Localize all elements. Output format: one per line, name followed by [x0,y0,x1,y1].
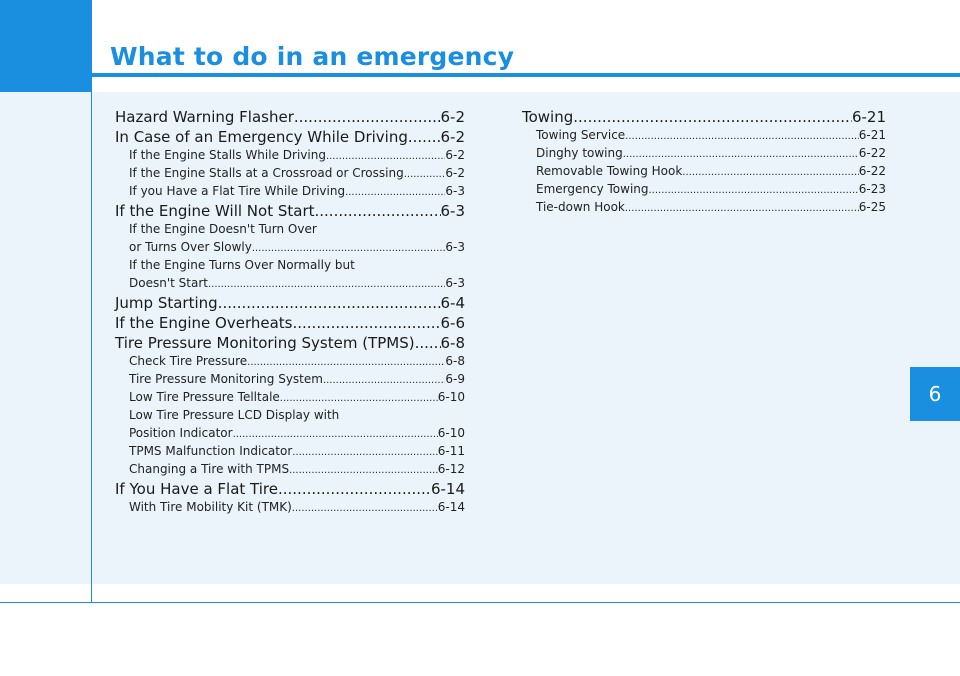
chapter-number: 6 [928,382,942,406]
toc-entry[interactable] [522,108,886,128]
toc-entry-page: 6-21 [851,108,886,126]
toc-entry-title: Doesn't Start [129,276,208,290]
toc-entry-title: If the Engine Will Not Start [115,202,315,220]
toc-entry[interactable] [115,314,465,334]
dot-leader [404,167,446,182]
toc-entry-title: Jump Starting [115,294,218,312]
chapter-tab[interactable] [910,367,960,421]
dot-leader [682,165,858,180]
toc-entry[interactable] [522,128,886,146]
dot-leader [208,277,445,292]
toc-entry-page: 6-22 [858,146,886,160]
toc-entry-title: Position Indicator [129,426,233,440]
dot-leader [345,185,445,200]
dot-leader [252,241,446,256]
dot-leader [625,129,859,144]
toc-entry[interactable] [115,294,465,314]
toc-entry[interactable] [115,276,465,294]
dot-leader [294,108,441,127]
toc-entry[interactable] [115,108,465,128]
toc-entry-title: Low Tire Pressure LCD Display with [129,408,340,422]
toc-entry-title: Changing a Tire with TPMS [129,462,290,476]
toc-entry[interactable] [115,354,465,372]
toc-entry[interactable] [522,200,886,218]
toc-entry[interactable] [522,146,886,164]
title-underline [92,73,960,77]
toc-entry-page: 6-25 [858,200,886,214]
toc-entry-page: 6-3 [445,276,465,290]
toc-entry-title: Towing Service [536,128,626,142]
toc-entry-title: In Case of an Emergency While Driving [115,128,408,146]
toc-entry-title: If the Engine Turns Over Normally but [129,258,355,272]
toc-entry-page: 6-22 [858,164,886,178]
margin-rule [91,0,92,603]
toc-entry[interactable] [115,444,465,462]
toc-entry-title: or Turns Over Slowly [129,240,252,254]
dot-leader [415,334,441,353]
dot-leader [573,108,852,127]
dot-leader [292,501,438,516]
toc-entry-title: If you Have a Flat Tire While Driving [129,184,346,198]
toc-entry[interactable] [115,222,465,240]
toc-entry[interactable] [115,148,465,166]
toc-entry-page: 6-9 [445,372,465,386]
toc-entry-title: If the Engine Doesn't Turn Over [129,222,317,236]
toc-left-column [115,108,465,518]
toc-entry-title: If the Engine Overheats [115,314,293,332]
toc-entry-title: Tire Pressure Monitoring System (TPMS) [115,334,415,352]
toc-entry-title: Tire Pressure Monitoring System [129,372,323,386]
dot-leader [280,391,438,406]
toc-entry-title: Low Tire Pressure Telltale [129,390,280,404]
toc-entry-page: 6-11 [437,444,465,458]
toc-entry[interactable] [115,462,465,480]
toc-entry-title: Tie-down Hook [536,200,625,214]
toc-entry[interactable] [115,128,465,148]
toc-entry-page: 6-8 [445,354,465,368]
toc-entry-page: 6-2 [445,166,465,180]
toc-entry[interactable] [115,500,465,518]
toc-entry-page: 6-6 [440,314,465,332]
toc-entry-title: TPMS Malfunction Indicator [129,444,293,458]
toc-entry-page: 6-4 [440,294,465,312]
toc-entry-title: If the Engine Stalls While Driving [129,148,326,162]
toc-entry[interactable] [115,390,465,408]
dot-leader [649,183,859,198]
dot-leader [278,480,431,499]
toc-entry-page: 6-14 [437,500,465,514]
toc-entry[interactable] [522,182,886,200]
toc-entry-title: Towing [522,108,574,126]
toc-entry[interactable] [115,426,465,444]
toc-entry-title: Dinghy towing [536,146,623,160]
toc-entry-title: With Tire Mobility Kit (TMK) [129,500,292,514]
toc-entry-page: 6-10 [437,390,465,404]
toc-entry[interactable] [115,408,465,426]
corner-block [0,0,92,92]
dot-leader [408,128,441,147]
toc-entry-page: 6-3 [440,202,465,220]
dot-leader [233,427,438,442]
dot-leader [623,147,859,162]
toc-entry-title: If You Have a Flat Tire [115,480,278,498]
dot-leader [292,445,438,460]
dot-leader [326,149,445,164]
toc-entry-title: Emergency Towing [536,182,649,196]
toc-entry-page: 6-14 [430,480,465,498]
dot-leader [247,355,445,370]
toc-entry-title: Hazard Warning Flasher [115,108,294,126]
toc-entry-page: 6-2 [445,148,465,162]
toc-entry-page: 6-21 [858,128,886,142]
toc-entry[interactable] [115,184,465,202]
dot-leader [315,202,441,221]
toc-entry-page: 6-12 [437,462,465,476]
toc-entry-page: 6-3 [445,240,465,254]
footer-rule [0,602,960,603]
dot-leader [289,463,438,478]
toc-entry[interactable] [115,258,465,276]
toc-entry-title: If the Engine Stalls at a Crossroad or Crossing [129,166,404,180]
toc-entry[interactable] [522,164,886,182]
toc-entry-page: 6-8 [440,334,465,352]
toc-entry-page: 6-2 [440,108,465,126]
toc-entry-page: 6-2 [440,128,465,146]
toc-entry[interactable] [115,166,465,184]
toc-entry[interactable] [115,480,465,500]
toc-right-column [522,108,886,218]
dot-leader [625,201,859,216]
toc-entry[interactable] [115,334,465,354]
toc-entry[interactable] [115,372,465,390]
toc-entry[interactable] [115,202,465,222]
toc-entry-page: 6-23 [858,182,886,196]
page-title: What to do in an emergency [110,42,515,71]
toc-entry-page: 6-3 [445,184,465,198]
toc-entry-title: Check Tire Pressure [129,354,248,368]
toc-entry-title: Removable Towing Hook [536,164,683,178]
dot-leader [292,314,440,333]
dot-leader [218,294,441,313]
toc-entry[interactable] [115,240,465,258]
toc-entry-page: 6-10 [437,426,465,440]
dot-leader [323,373,445,388]
